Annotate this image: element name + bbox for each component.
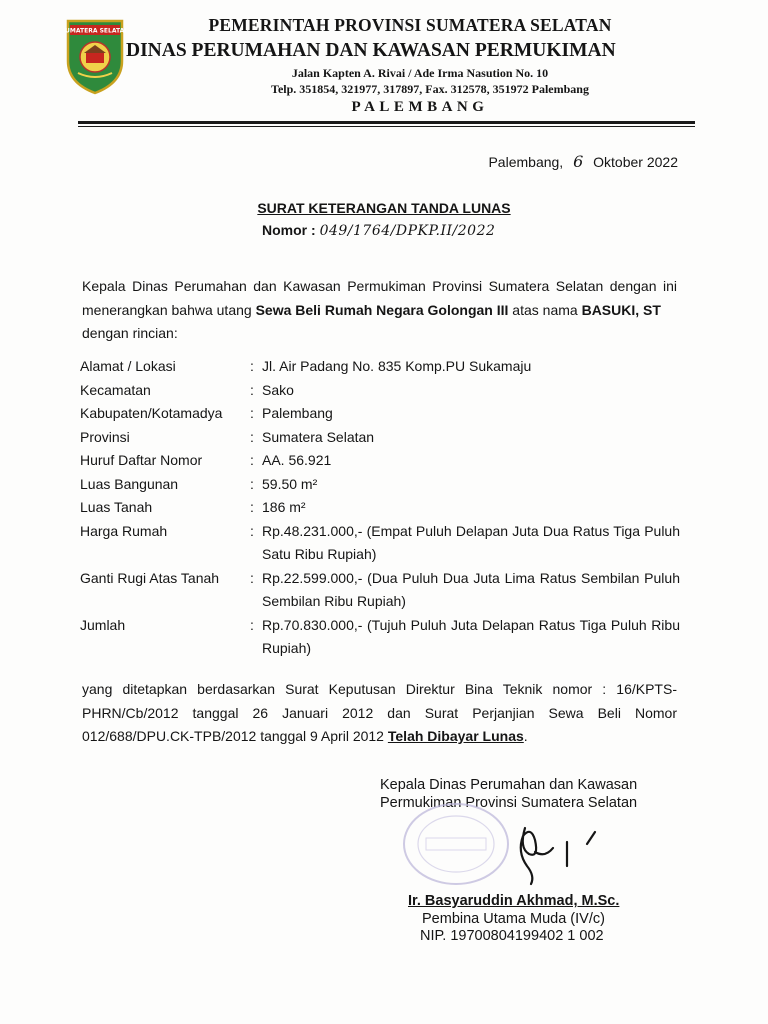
detail-colon: : bbox=[250, 428, 254, 445]
letterhead-divider-thick bbox=[78, 121, 695, 124]
detail-value: 186 m² bbox=[262, 499, 306, 515]
detail-row bbox=[80, 520, 680, 567]
handwritten-signature bbox=[505, 818, 615, 888]
detail-colon: : bbox=[250, 499, 254, 515]
detail-row bbox=[80, 426, 680, 450]
logo-text: SUMATERA SELATAN bbox=[64, 27, 126, 35]
detail-colon: : bbox=[250, 569, 254, 586]
closing-paragraph bbox=[82, 678, 677, 749]
intro-bold-name: BASUKI, ST bbox=[581, 301, 661, 318]
detail-row bbox=[80, 449, 680, 473]
detail-value: Sumatera Selatan bbox=[262, 428, 375, 445]
closing-text: yang ditetapkan berdasarkan Surat Keputusan Direktur Bina Teknik nomor : 16/KPTS-PHRN/Cb/2012 tanggal 26 Januari 2012 dan Surat Perjanjian Sewa Beli Nomor 012/688/DPU.CK-TPB/2012 tanggal 9 April 2012 bbox=[82, 681, 677, 744]
detail-row bbox=[80, 355, 680, 379]
detail-value: Rp.48.231.000,- (Empat Puluh Delapan Juta Dua Ratus Tiga Puluh Satu Ribu Rupiah) bbox=[262, 522, 680, 562]
signatory-rank: Pembina Utama Muda (IV/c) bbox=[422, 910, 605, 927]
detail-label: Kabupaten/Kotamadya bbox=[80, 405, 223, 421]
date-day: 6 bbox=[573, 152, 584, 171]
detail-colon: : bbox=[250, 616, 254, 633]
letter-date bbox=[488, 152, 678, 171]
detail-row bbox=[80, 379, 680, 403]
letter-number bbox=[262, 222, 495, 239]
intro-text-2: atas nama bbox=[508, 301, 582, 318]
letter-number-value: 049/1764/DPKP.II/2022 bbox=[319, 223, 496, 239]
signatory-name: Ir. Basyaruddin Akhmad, M.Sc. bbox=[408, 893, 620, 909]
detail-row bbox=[80, 496, 680, 520]
detail-colon: : bbox=[250, 405, 254, 421]
date-place: Palembang, bbox=[488, 154, 564, 170]
intro-bold-subject: Sewa Beli Rumah Negara Golongan III bbox=[255, 301, 509, 318]
letterhead-phone: Telp. 351854, 321977, 317897, Fax. 312578, 351972 Palembang bbox=[271, 82, 589, 96]
detail-label: Luas Bangunan bbox=[80, 475, 179, 492]
provincial-logo bbox=[64, 17, 126, 95]
detail-label: Huruf Daftar Nomor bbox=[80, 452, 203, 468]
detail-label: Luas Tanah bbox=[80, 499, 153, 515]
details-list bbox=[80, 355, 680, 661]
detail-label: Harga Rumah bbox=[80, 522, 168, 539]
intro-text-3: dengan rincian: bbox=[82, 325, 178, 341]
letterhead-city: PALEMBANG bbox=[351, 99, 489, 115]
detail-row bbox=[80, 473, 680, 497]
detail-value: Rp.22.599.000,- (Dua Puluh Dua Juta Lima Ratus Sembilan Puluh Sembilan Ribu Rupiah) bbox=[262, 569, 680, 609]
detail-label: Jumlah bbox=[80, 616, 126, 633]
detail-label: Provinsi bbox=[80, 428, 130, 445]
detail-label: Alamat / Lokasi bbox=[80, 358, 176, 374]
detail-value: 59.50 m² bbox=[262, 475, 318, 492]
letter-number-label: Nomor : bbox=[262, 222, 316, 238]
detail-value: Sako bbox=[262, 381, 294, 398]
paid-off-statement: Telah Dibayar Lunas bbox=[387, 728, 524, 744]
letterhead-address: Jalan Kapten A. Rivai / Ade Irma Nasution No. 10 bbox=[291, 66, 549, 80]
official-stamp bbox=[400, 800, 512, 888]
closing-period: . bbox=[523, 728, 528, 744]
letterhead-divider-thin bbox=[78, 126, 695, 127]
detail-value: Jl. Air Padang No. 835 Komp.PU Sukamaju bbox=[262, 358, 532, 374]
detail-label: Ganti Rugi Atas Tanah bbox=[80, 569, 220, 586]
position-line-1: Kepala Dinas Perumahan dan Kawasan bbox=[380, 777, 638, 793]
detail-colon: : bbox=[250, 475, 254, 492]
detail-colon: : bbox=[250, 522, 254, 539]
detail-colon: : bbox=[250, 452, 254, 468]
signatory-nip: NIP. 19700804199402 1 002 bbox=[420, 928, 604, 944]
detail-value: AA. 56.921 bbox=[262, 452, 332, 468]
detail-value: Palembang bbox=[262, 405, 333, 421]
date-month-year: Oktober 2022 bbox=[593, 154, 678, 170]
detail-value: Rp.70.830.000,- (Tujuh Puluh Juta Delapan Ratus Tiga Puluh Ribu Rupiah) bbox=[262, 616, 680, 656]
letter-title: SURAT KETERANGAN TANDA LUNAS bbox=[257, 200, 511, 216]
letterhead-agency: DINAS PERUMAHAN DAN KAWASAN PERMUKIMAN bbox=[126, 40, 616, 61]
intro-text-1: Kepala Dinas Perumahan dan Kawasan Permukiman Provinsi Sumatera Selatan dengan ini menerangkan bahwa utang bbox=[82, 278, 677, 318]
detail-colon: : bbox=[250, 358, 254, 374]
detail-colon: : bbox=[250, 381, 254, 398]
letterhead-government: PEMERINTAH PROVINSI SUMATERA SELATAN bbox=[208, 15, 612, 35]
detail-row bbox=[80, 614, 680, 661]
signatory-details bbox=[408, 893, 668, 946]
position-line-2: Permukiman Provinsi Sumatera Selatan bbox=[380, 794, 638, 811]
detail-row bbox=[80, 567, 680, 614]
detail-label: Kecamatan bbox=[80, 381, 151, 398]
intro-paragraph bbox=[82, 275, 677, 346]
detail-row bbox=[80, 402, 680, 426]
